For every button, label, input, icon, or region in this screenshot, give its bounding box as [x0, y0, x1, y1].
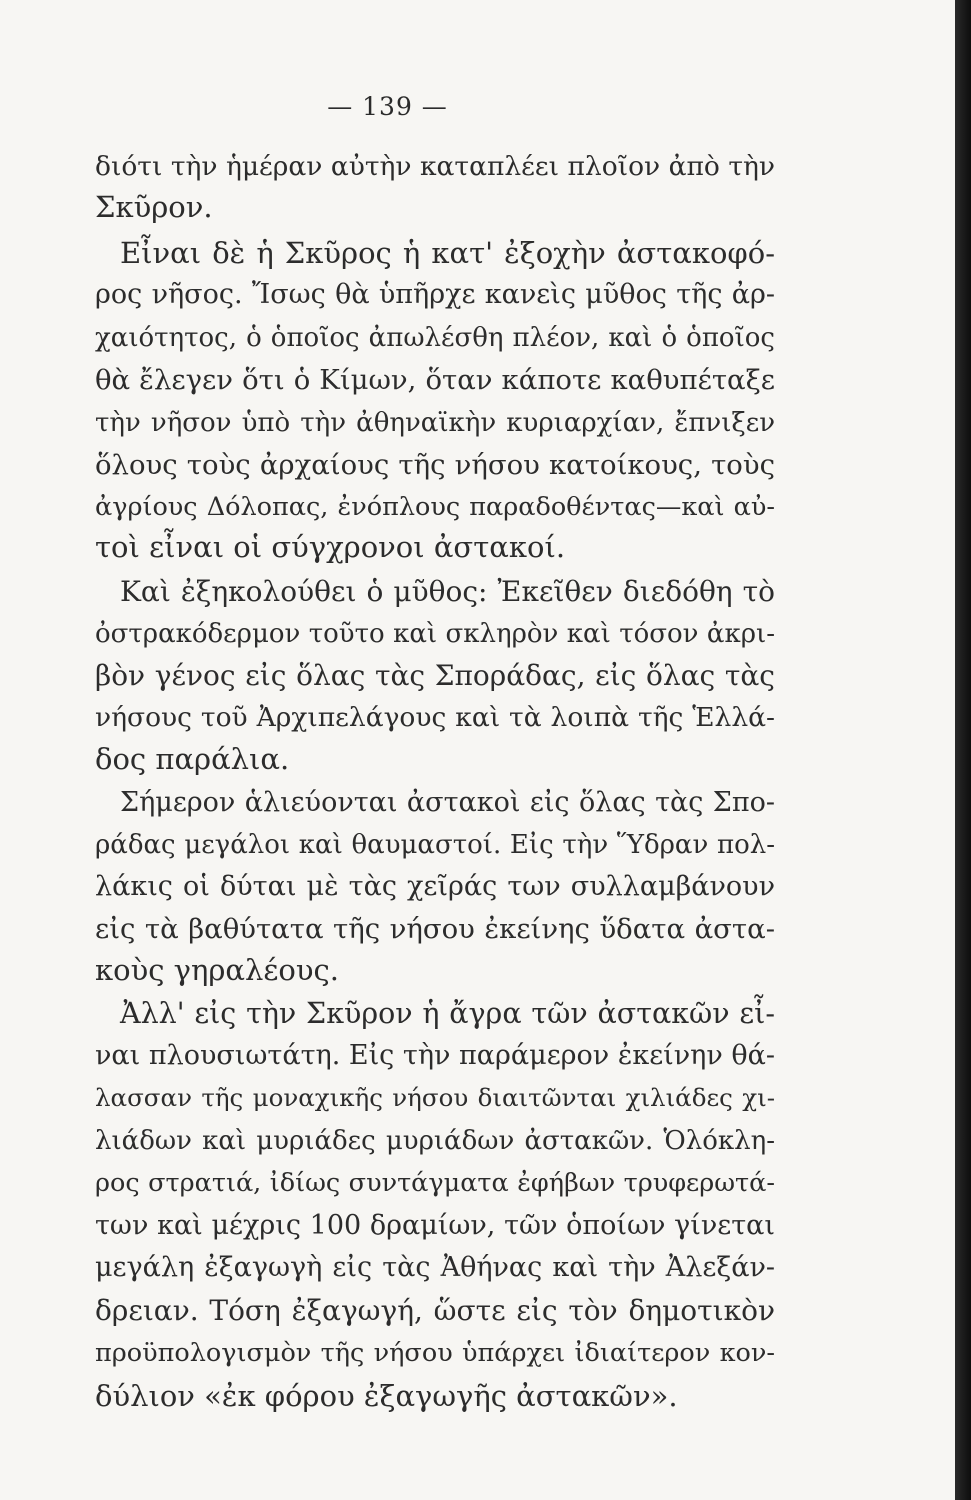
- text-line: διότι τὴν ἡμέραν αὐτὴν καταπλέει πλοῖον ἀπὸ τὴν: [95, 151, 775, 182]
- text-line: των καὶ μέχρις 100 δραμίων, τῶν ὁποίων γίνεται: [95, 1210, 775, 1241]
- text-line: εἰς τὰ βαθύτατα τῆς νήσου ἐκείνης ὕδατα ἀστα-: [95, 913, 775, 945]
- text-line: κοὺς γηραλέους.: [95, 953, 339, 987]
- text-line: ὀστρακόδερμον τοῦτο καὶ σκληρὸν καὶ τόσον ἀκρι-: [95, 619, 775, 649]
- text-line: ράδας μεγάλοι καὶ θαυμαστοί. Εἰς τὴν Ὕδραν πολ-: [95, 830, 775, 860]
- text-line: ἀγρίους Δόλοπας, ἐνόπλους παραδοθέντας—καὶ αὐ-: [95, 492, 775, 522]
- text-line: λιάδων καὶ μυριάδες μυριάδων ἀστακῶν. Ὁλόκλη-: [95, 1126, 775, 1156]
- text-line: Εἶναι δὲ ἡ Σκῦρος ἡ κατ' ἐξοχὴν ἀστακοφό-: [120, 236, 775, 270]
- text-line: νήσους τοῦ Ἀρχιπελάγους καὶ τὰ λοιπὰ τῆς Ἑλλά-: [95, 702, 775, 733]
- page-edge-shadow: [955, 0, 971, 1500]
- text-line: Σήμερον ἁλιεύονται ἀστακοὶ εἰς ὅλας τὰς Σπο-: [120, 787, 775, 818]
- text-line: βὸν γένος εἰς ὅλας τὰς Σποράδας, εἰς ὅλας τὰς: [95, 659, 775, 692]
- text-line: λάκις οἱ δύται μὲ τὰς χεῖράς των συλλαμβάνουν: [95, 871, 775, 902]
- text-line: τοὶ εἶναι οἱ σύγχρονοι ἀστακοί.: [95, 530, 566, 564]
- text-line: Ἀλλ' εἰς τὴν Σκῦρον ἡ ἄγρα τῶν ἀστακῶν εἶ-: [120, 997, 775, 1030]
- text-line: ὅλους τοὺς ἀρχαίους τῆς νήσου κατοίκους, τοὺς: [95, 449, 775, 481]
- text-line: μεγάλη ἐξαγωγὴ εἰς τὰς Ἀθήνας καὶ τὴν Ἀλεξάν-: [95, 1252, 775, 1283]
- text-line: χαιότητος, ὁ ὁποῖος ἀπωλέσθη πλέον, καὶ ὁ ὁποῖος: [95, 323, 775, 353]
- text-line: Καὶ ἐξηκολούθει ὁ μῦθος: Ἐκεῖθεν διεδόθη τὸ: [120, 575, 775, 608]
- text-line: δος παράλια.: [95, 742, 290, 776]
- text-line: θὰ ἔλεγεν ὅτι ὁ Κίμων, ὅταν κάποτε καθυπέταξε: [95, 364, 775, 396]
- text-line: ρος νῆσος. Ἴσως θὰ ὑπῆρχε κανεὶς μῦθος τῆς ἀρ-: [95, 279, 775, 310]
- text-line: ρος στρατιά, ἰδίως συντάγματα ἐφήβων τρυφερωτά-: [95, 1168, 775, 1198]
- text-line: τὴν νῆσον ὑπὸ τὴν ἀθηναϊκὴν κυριαρχίαν, ἔπνιξεν: [95, 408, 775, 438]
- text-line: ναι πλουσιωτάτη. Εἰς τὴν παράμερον ἐκείνην θά-: [95, 1040, 775, 1071]
- page-number: — 139 —: [327, 92, 448, 121]
- text-line: δύλιον «ἐκ φόρου ἐξαγωγῆς ἀστακῶν».: [95, 1379, 678, 1413]
- text-line: Σκῦρον.: [95, 190, 213, 224]
- text-line: λασσαν τῆς μοναχικῆς νήσου διαιτῶνται χιλιάδες χι-: [95, 1083, 775, 1112]
- text-line: δρειαν. Τόση ἐξαγωγή, ὥστε εἰς τὸν δημοτικὸν: [95, 1294, 775, 1327]
- text-line: προϋπολογισμὸν τῆς νήσου ὑπάρχει ἰδιαίτερον κον-: [95, 1338, 775, 1368]
